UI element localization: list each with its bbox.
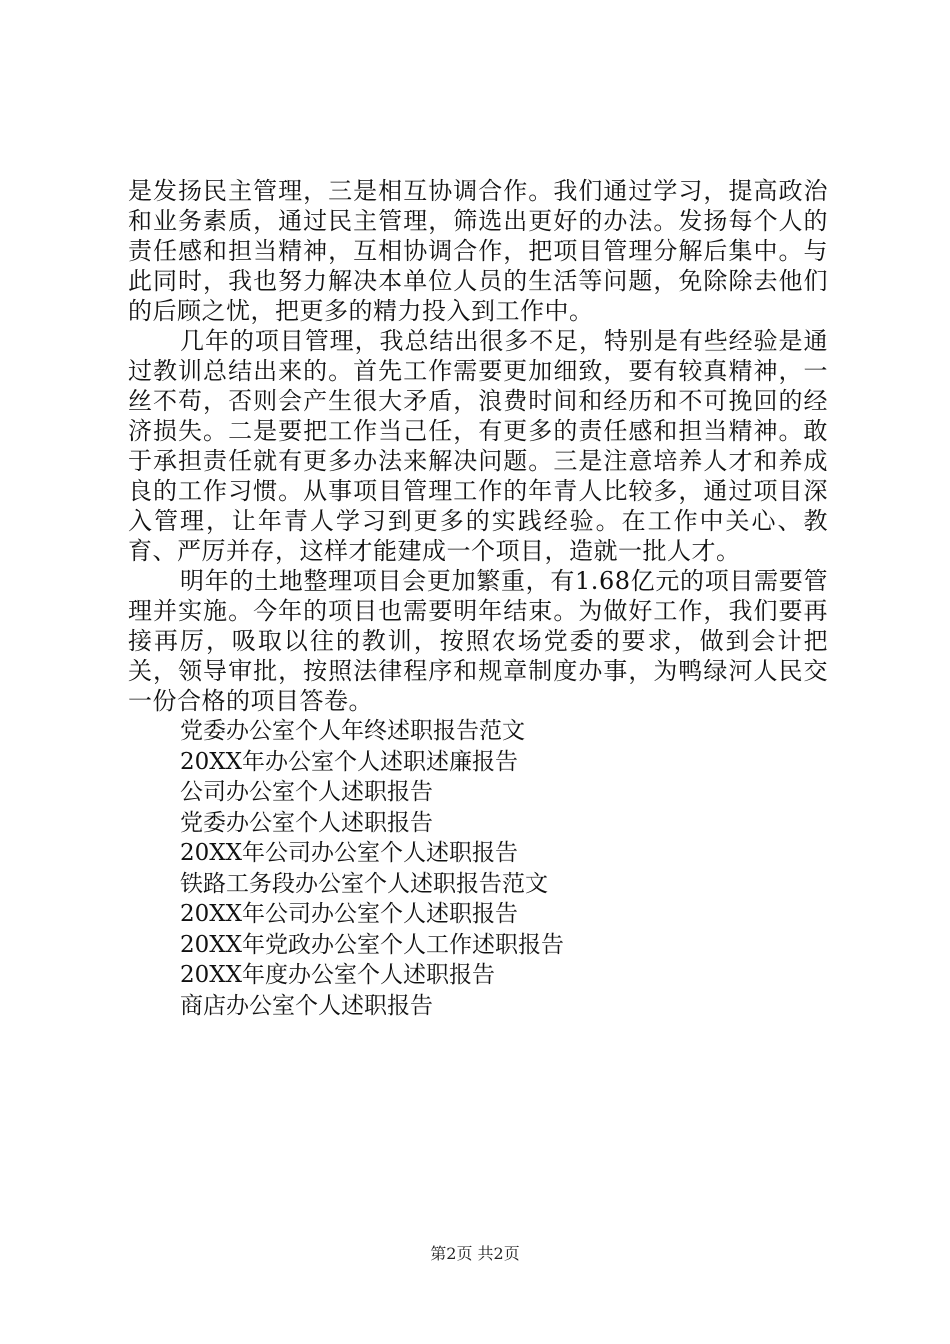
related-link[interactable]: 20XX年公司办公室个人述职报告 (180, 840, 519, 866)
related-link[interactable]: 党委办公室个人述职报告 (180, 809, 433, 836)
paragraph-1: 是发扬民主管理，三是相互协调合作。我们通过学习，提高政治和业务素质，通过民主管理，筛选出更好的办法。发扬每个人的责任感和担当精神，互相协调合作，把项目管理分解后集中。与此同时，我也努力解决本单位人员的生活等问题，免除除去他们的后顾之忧，把更多的精力投入到工作中。 (128, 177, 828, 325)
paragraph-2: 几年的项目管理，我总结出很多不足，特别是有些经验是通过教训总结出来的。首先工作需要更加细致，要有较真精神，一丝不苟，否则会产生很大矛盾，浪费时间和经历和不可挽回的经济损失。二是要把工作当己任，有更多的责任感和担当精神。敢于承担责任就有更多办法来解决问题。三是注意培养人才和养成良的工作习惯。从事项目管理工作的年青人比较多，通过项目深入管理，让年青人学习到更多的实践经验。在工作中关心、教育、严厉并存，这样才能建成一个项目，造就一批人才。 (128, 327, 828, 565)
page-footer: 第2页 共2页 (430, 1244, 520, 1263)
related-links-list (128, 716, 828, 1021)
paragraph-3: 明年的土地整理项目会更加繁重，有1.68亿元的项目需要管理并实施。今年的项目也需要明年结束。为做好工作，我们要再接再厉，吸取以往的教训，按照农场党委的要求，做到会计把关，领导审批，按照法律程序和规章制度办事，为鸭绿河人民交一份合格的项目答卷。 (128, 567, 828, 715)
related-link[interactable]: 20XX年公司办公室个人述职报告 (180, 901, 519, 927)
related-link[interactable]: 铁路工务段办公室个人述职报告范文 (180, 870, 548, 897)
related-link[interactable]: 党委办公室个人年终述职报告范文 (180, 718, 525, 744)
document-body (128, 176, 828, 1021)
related-link[interactable]: 20XX年度办公室个人述职报告 (180, 962, 496, 988)
related-link[interactable]: 商店办公室个人述职报告 (180, 992, 433, 1019)
related-link[interactable]: 公司办公室个人述职报告 (180, 779, 433, 805)
related-link[interactable]: 20XX年党政办公室个人工作述职报告 (180, 931, 565, 958)
related-link[interactable]: 20XX年办公室个人述职述廉报告 (180, 748, 519, 775)
